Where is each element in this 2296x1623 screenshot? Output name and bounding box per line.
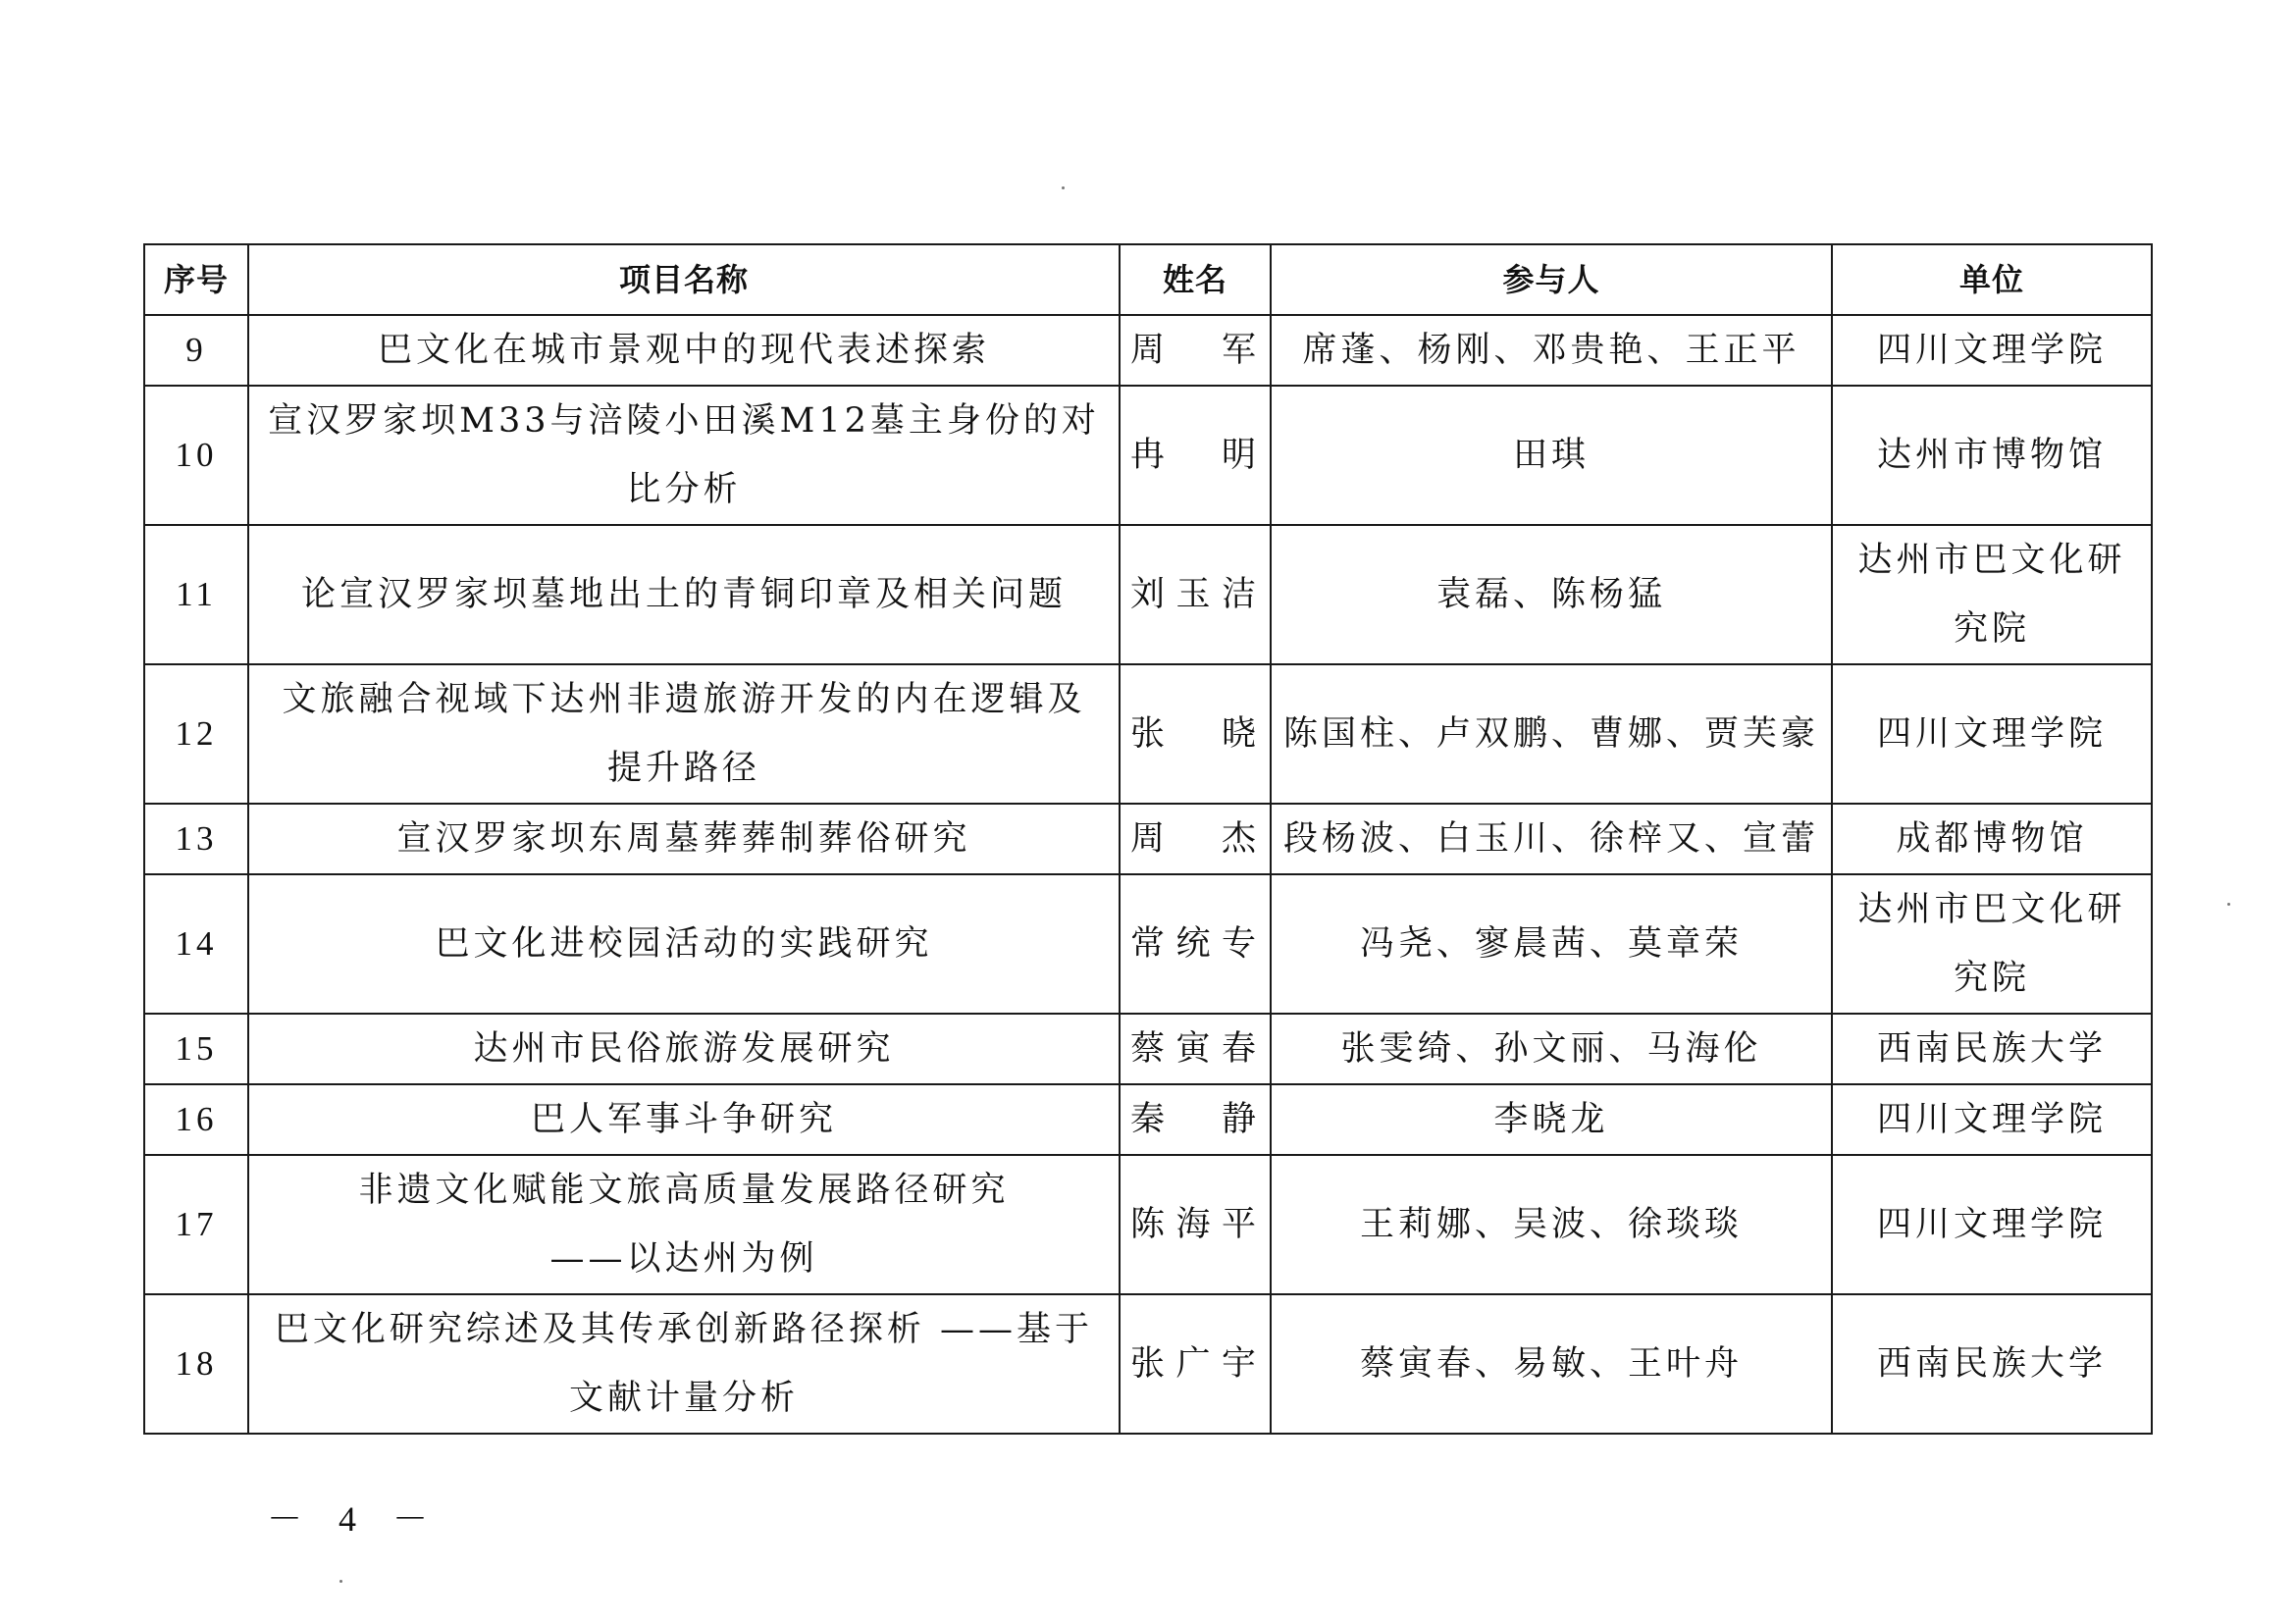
table-row xyxy=(144,315,2152,386)
cell-serial-no: 9 xyxy=(144,315,248,386)
cell-serial-no: 18 xyxy=(144,1294,248,1434)
cell-participants: 冯尧、寥晨茜、莫章荣 xyxy=(1271,874,1832,1014)
cell-unit xyxy=(1832,1294,2152,1434)
table-row xyxy=(144,804,2152,874)
table-row xyxy=(144,525,2152,664)
project-name-line: 文旅融合视域下达州非遗旅游开发的内在逻辑及 xyxy=(282,680,1086,719)
project-name-line: 提升路径 xyxy=(606,749,760,788)
project-name-line: 宣汉罗家坝东周墓葬葬制葬俗研究 xyxy=(396,819,971,859)
unit-line: 四川文理学院 xyxy=(1876,1100,2107,1139)
header-person-name: 姓名 xyxy=(1120,244,1271,315)
unit-line: 成都博物馆 xyxy=(1896,819,2088,859)
cell-project-name xyxy=(248,386,1120,525)
cell-unit xyxy=(1832,874,2152,1014)
project-name-line: 达州市民俗旅游发展研究 xyxy=(473,1029,895,1069)
unit-line: 四川文理学院 xyxy=(1876,331,2107,370)
unit-line: 究院 xyxy=(1953,959,2030,998)
table-row xyxy=(144,1294,2152,1434)
unit-line: 四川文理学院 xyxy=(1876,1205,2107,1244)
cell-serial-no: 16 xyxy=(144,1084,248,1155)
cell-project-name xyxy=(248,874,1120,1014)
project-name-line: 非遗文化赋能文旅高质量发展路径研究 xyxy=(358,1171,1010,1210)
cell-participants: 田琪 xyxy=(1271,386,1832,525)
cell-serial-no: 11 xyxy=(144,525,248,664)
cell-unit xyxy=(1832,1155,2152,1294)
table-row xyxy=(144,1014,2152,1084)
unit-line: 达州市巴文化研 xyxy=(1857,541,2126,580)
header-unit: 单位 xyxy=(1832,244,2152,315)
unit-line: 达州市巴文化研 xyxy=(1857,890,2126,929)
cell-unit xyxy=(1832,315,2152,386)
project-name-line: 巴文化研究综述及其传承创新路径探析 ——基于 xyxy=(274,1310,1094,1349)
table-row xyxy=(144,1084,2152,1155)
scan-speck xyxy=(1062,186,1065,189)
scan-speck xyxy=(339,1580,342,1583)
cell-serial-no: 17 xyxy=(144,1155,248,1294)
cell-participants: 蔡寅春、易敏、王叶舟 xyxy=(1271,1294,1832,1434)
cell-unit xyxy=(1832,386,2152,525)
cell-participants: 李晓龙 xyxy=(1271,1084,1832,1155)
cell-unit xyxy=(1832,525,2152,664)
cell-person-name: 陈海平 xyxy=(1120,1155,1271,1294)
cell-person-name: 秦 静 xyxy=(1120,1084,1271,1155)
cell-project-name xyxy=(248,804,1120,874)
cell-serial-no: 14 xyxy=(144,874,248,1014)
project-name-line: 巴文化进校园活动的实践研究 xyxy=(435,924,933,964)
header-project-name: 项目名称 xyxy=(248,244,1120,315)
cell-project-name xyxy=(248,1155,1120,1294)
cell-unit xyxy=(1832,664,2152,804)
project-name-line: 比分析 xyxy=(626,470,742,509)
cell-person-name: 常统专 xyxy=(1120,874,1271,1014)
table-header-row xyxy=(144,244,2152,315)
cell-unit xyxy=(1832,1014,2152,1084)
cell-unit xyxy=(1832,804,2152,874)
cell-person-name: 冉 明 xyxy=(1120,386,1271,525)
cell-serial-no: 10 xyxy=(144,386,248,525)
cell-project-name xyxy=(248,1084,1120,1155)
cell-participants: 席蓬、杨刚、邓贵艳、王正平 xyxy=(1271,315,1832,386)
cell-unit xyxy=(1832,1084,2152,1155)
table-row xyxy=(144,1155,2152,1294)
table-row xyxy=(144,386,2152,525)
header-participants: 参与人 xyxy=(1271,244,1832,315)
cell-serial-no: 13 xyxy=(144,804,248,874)
cell-project-name xyxy=(248,1014,1120,1084)
cell-project-name xyxy=(248,525,1120,664)
table-body xyxy=(144,315,2152,1434)
project-name-line: 巴文化在城市景观中的现代表述探索 xyxy=(377,331,990,370)
table-row xyxy=(144,664,2152,804)
project-table xyxy=(143,243,2153,1435)
project-name-line: 宣汉罗家坝M33与涪陵小田溪M12墓主身份的对 xyxy=(268,401,1100,441)
project-name-line: 论宣汉罗家坝墓地出土的青铜印章及相关问题 xyxy=(300,575,1067,614)
cell-person-name: 蔡寅春 xyxy=(1120,1014,1271,1084)
scan-speck xyxy=(2227,903,2230,906)
cell-person-name: 刘玉洁 xyxy=(1120,525,1271,664)
cell-project-name xyxy=(248,315,1120,386)
unit-line: 究院 xyxy=(1953,609,2030,649)
project-name-line: 文献计量分析 xyxy=(568,1379,799,1418)
page-number: － 4 － xyxy=(267,1499,443,1539)
cell-participants: 王莉娜、吴波、徐琰琰 xyxy=(1271,1155,1832,1294)
unit-line: 西南民族大学 xyxy=(1876,1029,2107,1069)
table-row xyxy=(144,874,2152,1014)
unit-line: 四川文理学院 xyxy=(1876,714,2107,754)
cell-serial-no: 15 xyxy=(144,1014,248,1084)
cell-participants: 陈国柱、卢双鹏、曹娜、贾芙豪 xyxy=(1271,664,1832,804)
project-name-line: ——以达州为例 xyxy=(549,1239,818,1279)
cell-participants: 张雯绮、孙文丽、马海伦 xyxy=(1271,1014,1832,1084)
unit-line: 西南民族大学 xyxy=(1876,1344,2107,1384)
cell-person-name: 张广宇 xyxy=(1120,1294,1271,1434)
project-name-line: 巴人军事斗争研究 xyxy=(530,1100,837,1139)
header-serial-no: 序号 xyxy=(144,244,248,315)
cell-person-name: 周 杰 xyxy=(1120,804,1271,874)
cell-person-name: 张 晓 xyxy=(1120,664,1271,804)
cell-project-name xyxy=(248,1294,1120,1434)
cell-participants: 段杨波、白玉川、徐梓又、宣蕾 xyxy=(1271,804,1832,874)
cell-participants: 袁磊、陈杨猛 xyxy=(1271,525,1832,664)
cell-serial-no: 12 xyxy=(144,664,248,804)
cell-person-name: 周 军 xyxy=(1120,315,1271,386)
cell-project-name xyxy=(248,664,1120,804)
unit-line: 达州市博物馆 xyxy=(1876,436,2107,475)
